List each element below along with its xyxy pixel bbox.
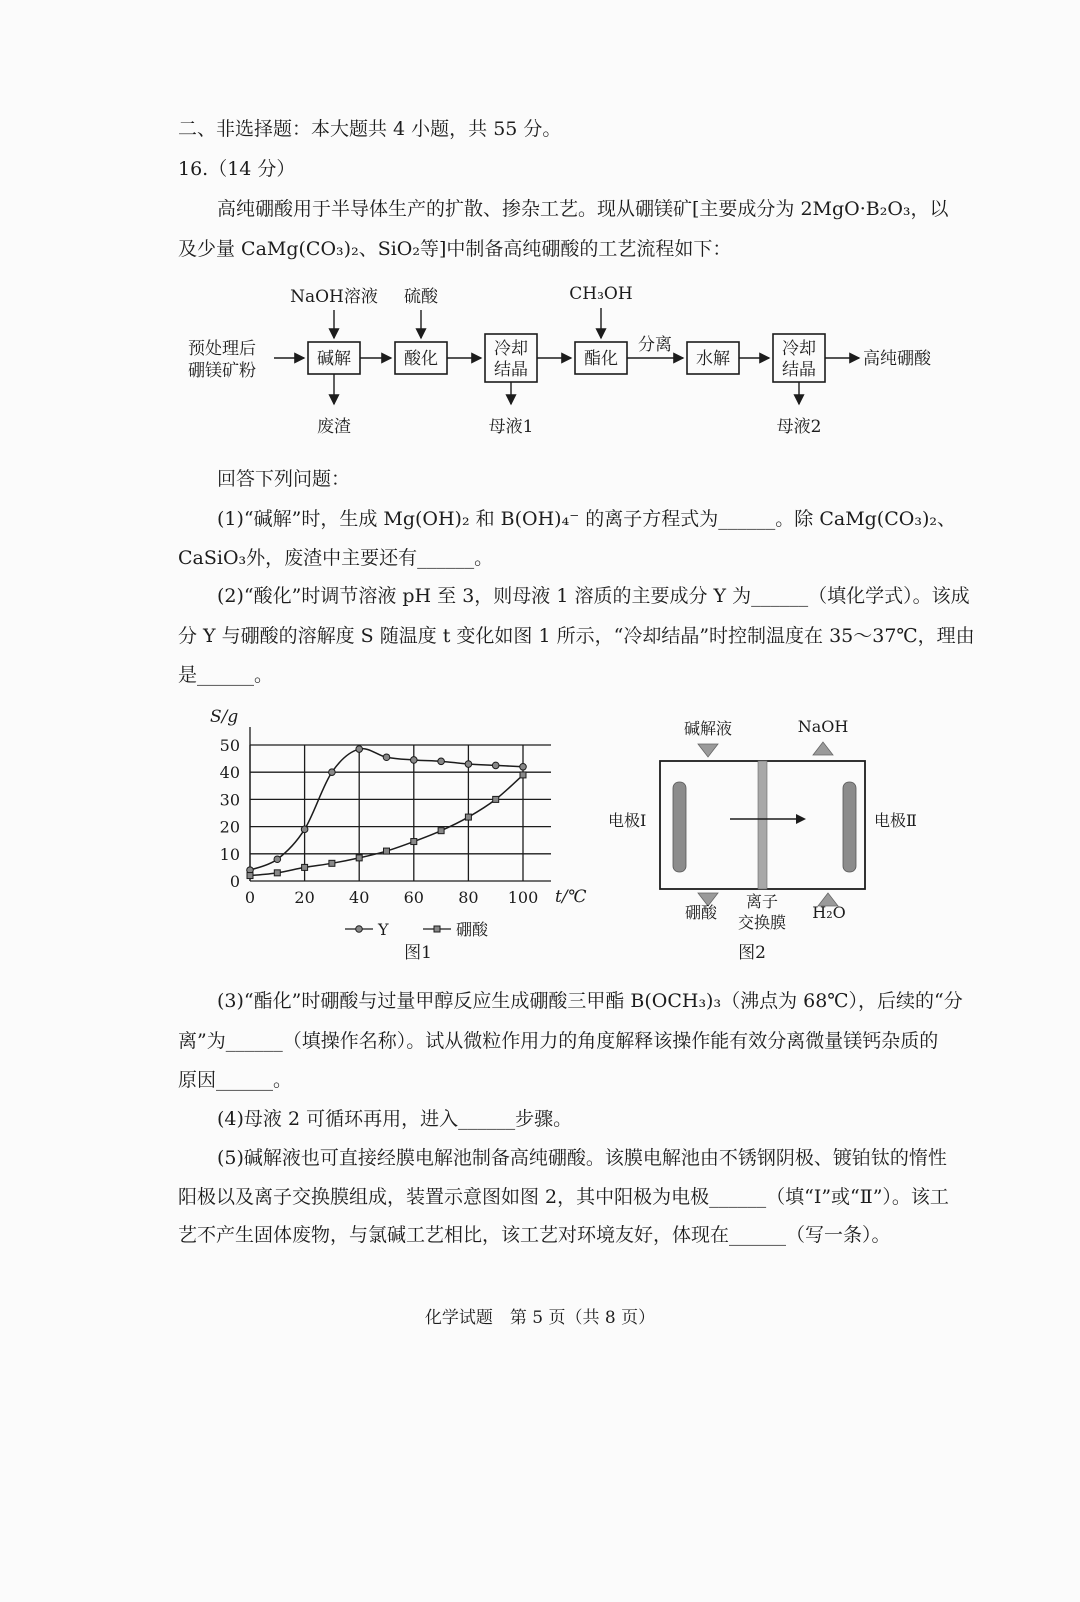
y-tick-label: 50 bbox=[219, 736, 240, 755]
data-point-boric-acid bbox=[384, 848, 390, 854]
solubility-chart bbox=[0, 698, 620, 968]
question-number: 16.（14 分） bbox=[178, 158, 296, 180]
data-point-y bbox=[329, 769, 336, 776]
flow-input-line-1: 预处理后 bbox=[188, 339, 256, 359]
data-point-y bbox=[356, 746, 363, 753]
data-point-boric-acid bbox=[302, 864, 308, 870]
section-header: 二、非选择题：本大题共 4 小题，共 55 分。 bbox=[178, 118, 562, 140]
chart-x-ticks bbox=[245, 888, 538, 907]
reagent-naoh: NaOH溶液 bbox=[290, 287, 378, 307]
step-alkaline-leach: 碱解 bbox=[317, 349, 351, 369]
q5-line-3: 艺不产生固体废物，与氯碱工艺相比，该工艺对环境友好，体现在______（写一条）。 bbox=[178, 1224, 891, 1246]
arrow-in-icon bbox=[698, 744, 718, 757]
data-point-y bbox=[383, 754, 390, 761]
electrolysis-cell-diagram bbox=[600, 708, 920, 970]
q1-line-2: CaSiO₃外，废渣中主要还有______。 bbox=[178, 547, 494, 569]
q3-line-2: 离”为______（填操作名称）。试从微粒作用力的角度解释该操作能有效分离微量镁钙杂质的 bbox=[178, 1030, 939, 1052]
answer-prompt: 回答下列问题： bbox=[217, 468, 351, 490]
x-tick-label: 20 bbox=[294, 888, 315, 907]
process-flow-diagram bbox=[170, 276, 970, 446]
q3-line-3: 原因______。 bbox=[178, 1069, 293, 1091]
label-electrode-2: 电极Ⅱ bbox=[874, 811, 917, 830]
flow-input-line-2: 硼镁矿粉 bbox=[188, 361, 256, 381]
label-water-in: H₂O bbox=[812, 903, 846, 922]
x-tick-label: 100 bbox=[507, 888, 539, 907]
step-hydrolysis: 水解 bbox=[696, 349, 730, 369]
reagent-methanol: CH₃OH bbox=[569, 284, 633, 304]
step-esterify: 酯化 bbox=[584, 349, 618, 369]
chart-y-axis-label: S/g bbox=[210, 707, 239, 727]
data-point-y bbox=[438, 758, 445, 765]
output-mother-liquor-2: 母液2 bbox=[776, 417, 822, 437]
data-point-boric-acid bbox=[247, 873, 253, 879]
data-point-boric-acid bbox=[438, 828, 444, 834]
chart-series bbox=[247, 746, 527, 879]
y-tick-label: 10 bbox=[219, 844, 240, 864]
flow-product: 高纯硼酸 bbox=[863, 349, 931, 369]
q1-line-1: (1)“碱解”时，生成 Mg(OH)₂ 和 B(OH)₄⁻ 的离子方程式为______。除 CaMg(CO₃)₂、 bbox=[217, 508, 956, 530]
x-tick-label: 40 bbox=[349, 888, 370, 907]
label-naoh-out: NaOH bbox=[797, 717, 849, 736]
electrode-2 bbox=[843, 782, 856, 872]
fig2-caption: 图2 bbox=[738, 943, 766, 963]
q5-line-2: 阳极以及离子交换膜组成，装置示意图如图 2，其中阳极为电极______（填“Ⅰ”或“Ⅱ”）。该工 bbox=[178, 1186, 949, 1208]
data-point-boric-acid bbox=[465, 814, 471, 820]
step-cool-crystallize-2-line-2: 结晶 bbox=[782, 360, 816, 380]
q2-line-2: 分 Y 与硼酸的溶解度 S 随温度 t 变化如图 1 所示，“冷却结晶”时控制温度在 35～37℃，理由 bbox=[178, 625, 975, 647]
intro-line-1: 高纯硼酸用于半导体生产的扩散、掺杂工艺。现从硼镁矿[主要成分为 2MgO·B₂O₃，以 bbox=[217, 198, 949, 220]
q5-line-1: (5)碱解液也可直接经膜电解池制备高纯硼酸。该膜电解池由不锈钢阴极、镀铂钛的惰性 bbox=[217, 1147, 947, 1169]
ion-exchange-membrane bbox=[758, 761, 767, 889]
data-point-boric-acid bbox=[520, 772, 526, 778]
y-tick-label: 40 bbox=[219, 763, 240, 783]
chart-grid bbox=[250, 727, 551, 881]
x-tick-label: 0 bbox=[244, 888, 256, 907]
chart-y-ticks bbox=[220, 736, 240, 891]
ion-migration-arrow-icon bbox=[796, 814, 806, 824]
data-point-boric-acid bbox=[274, 870, 280, 876]
data-point-boric-acid bbox=[411, 839, 417, 845]
y-tick-label: 20 bbox=[219, 817, 240, 837]
data-point-boric-acid bbox=[493, 796, 499, 802]
intro-line-2: 及少量 CaMg(CO₃)₂、SiO₂等]中制备高纯硼酸的工艺流程如下： bbox=[178, 238, 732, 260]
q4-line: (4)母液 2 可循环再用，进入______步骤。 bbox=[217, 1108, 573, 1130]
y-tick-label: 30 bbox=[219, 790, 240, 810]
data-point-y bbox=[465, 761, 472, 768]
x-tick-label: 80 bbox=[458, 888, 479, 907]
step-cool-crystallize-1-line-2: 结晶 bbox=[494, 360, 528, 380]
legend-label-boric-acid: 硼酸 bbox=[456, 920, 489, 939]
chart-legend bbox=[345, 920, 489, 939]
data-point-boric-acid bbox=[356, 855, 362, 861]
legend-label-y: Y bbox=[378, 920, 389, 939]
legend-marker-boric-acid bbox=[434, 926, 440, 932]
label-membrane-line-1: 离子 bbox=[745, 892, 779, 911]
step-acidify: 酸化 bbox=[404, 349, 438, 369]
fig1-caption: 图1 bbox=[404, 943, 432, 963]
legend-marker-y bbox=[356, 926, 363, 933]
x-tick-label: 60 bbox=[403, 888, 424, 907]
step-cool-crystallize-1-line-1: 冷却 bbox=[494, 339, 528, 359]
output-mother-liquor-1: 母液1 bbox=[488, 417, 534, 437]
data-point-y bbox=[274, 856, 281, 863]
series-line-boric-acid bbox=[250, 775, 523, 876]
q2-line-1: (2)“酸化”时调节溶液 pH 至 3，则母液 1 溶质的主要成分 Y 为______（填化学式）。该成 bbox=[217, 585, 970, 607]
y-tick-label: 0 bbox=[229, 872, 240, 891]
data-point-y bbox=[301, 826, 308, 833]
data-point-y bbox=[411, 757, 418, 764]
page-footer: 化学试题 第 5 页（共 8 页） bbox=[424, 1308, 656, 1328]
reagent-sulfuric-acid: 硫酸 bbox=[404, 287, 438, 307]
output-residue: 废渣 bbox=[317, 417, 351, 437]
data-point-y bbox=[492, 762, 499, 769]
q2-line-3: 是______。 bbox=[178, 664, 274, 686]
label-electrode-1: 电极Ⅰ bbox=[608, 811, 647, 830]
data-point-boric-acid bbox=[329, 860, 335, 866]
label-membrane-line-2: 交换膜 bbox=[737, 913, 787, 932]
label-boric-acid-out: 硼酸 bbox=[684, 903, 718, 922]
arrow-out-icon bbox=[813, 742, 833, 755]
label-alkaline-solution-in: 碱解液 bbox=[683, 719, 733, 738]
electrode-1 bbox=[673, 782, 686, 872]
separation-label: 分离 bbox=[638, 335, 672, 355]
step-cool-crystallize-2-line-1: 冷却 bbox=[782, 339, 816, 359]
q3-line-1: (3)“酯化”时硼酸与过量甲醇反应生成硼酸三甲酯 B(OCH₃)₃（沸点为 68℃），后续的“分 bbox=[217, 990, 963, 1012]
data-point-y bbox=[520, 763, 527, 770]
chart-x-axis-label: t/℃ bbox=[555, 887, 587, 907]
